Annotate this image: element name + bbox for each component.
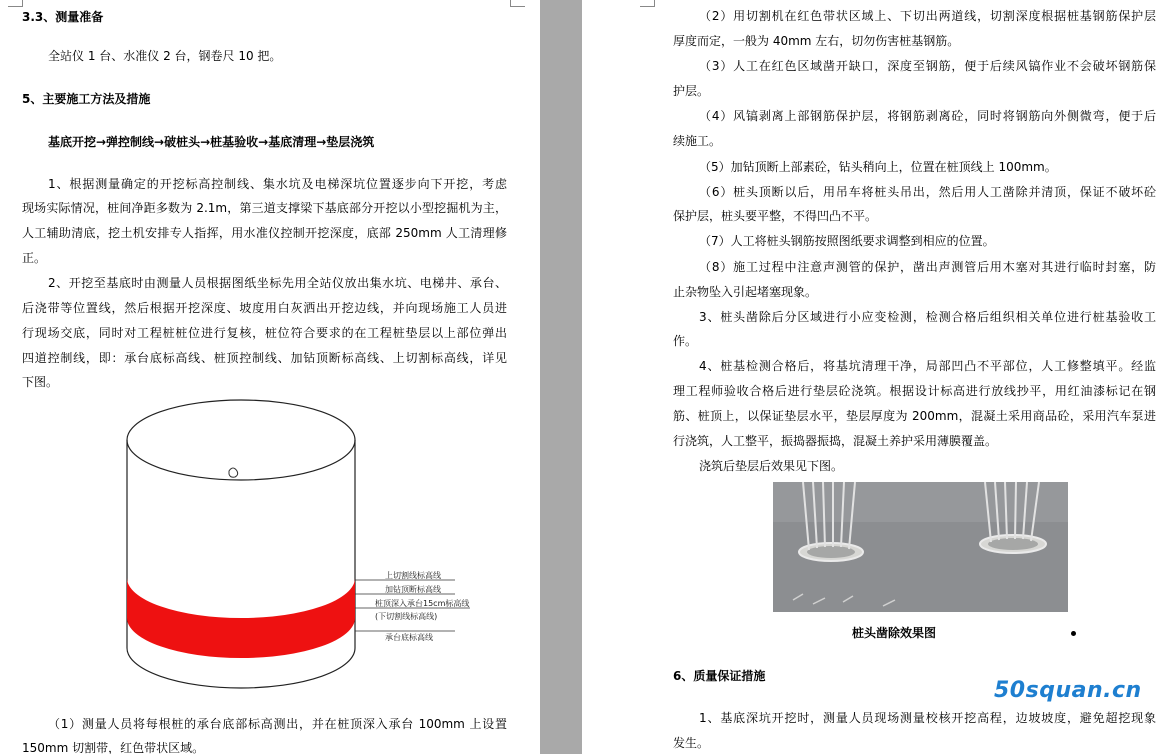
red-cutting-band	[127, 578, 355, 658]
para-3-line: 150mm 切割带，红色带状区域。	[22, 741, 205, 754]
para-1-line: 人工辅助清底，挖土机安排专人指挥，用水准仪控制开挖深度，底部 250mm 人工清理修	[22, 226, 507, 240]
body-text-line: （2）用切割机在红色带状区域上、下切出两道线，切割深度根据桩基钢筋保护层	[699, 9, 1156, 23]
body-text-line: 行浇筑，人工整平，振捣器振捣，混凝土养护采用薄膜覆盖。	[673, 434, 998, 448]
para-2-line: 下图。	[22, 375, 59, 389]
diagram-label: 承台底标高线	[385, 633, 433, 642]
equipment-line: 全站仪 1 台、水准仪 2 台，钢卷尺 10 把。	[48, 49, 282, 63]
para-2-line: 后浇带等位置线，然后根据开挖深度、坡度用白灰洒出开挖边线，并向现场施工人员进	[22, 301, 507, 315]
para-1-line: 现场实际情况，桩间净距多数为 2.1m，第三道支撑梁下基底部分开挖以小型挖掘机为主，	[22, 201, 507, 215]
body-text-line: 厚度而定，一般为 40mm 左右，切勿伤害桩基钢筋。	[673, 34, 960, 48]
document-page-right	[582, 0, 1168, 754]
hand-cursor-icon	[229, 468, 238, 477]
body-text-line: 作。	[673, 334, 698, 348]
photo-caption: 桩头凿除效果图	[852, 626, 937, 640]
para-3-line: （1）测量人员将每根桩的承台底部标高测出，并在桩顶深入承台 100mm 上设置	[48, 717, 507, 731]
body-text-line: （7）人工将桩头钢筋按照图纸要求调整到相应的位置。	[699, 234, 995, 248]
process-flow: 基底开挖→弹控制线→破桩头→桩基验收→基底清理→垫层浇筑	[48, 135, 375, 149]
heading-6: 6、质量保证措施	[673, 669, 766, 683]
body-text-line: 理工程师验收合格后进行垫层砼浇筑。根据设计标高进行放线抄平，用红油漆标记在钢	[673, 384, 1156, 398]
quality-para-line: 发生。	[673, 736, 710, 750]
body-text-line: 止杂物坠入引起堵塞现象。	[673, 285, 818, 299]
body-text-line: 护层。	[673, 84, 710, 98]
page-gap	[540, 0, 582, 754]
para-1-line: 1、根据测量确定的开挖标高控制线、集水坑及电梯深坑位置逐步向下开挖，考虑	[48, 177, 507, 191]
para-2-line: 四道控制线，即：承台底标高线、桩顶控制线、加钻顶断标高线、上切割标高线，详见	[22, 351, 507, 365]
body-text-line: 筋、桩顶上，以保证垫层水平，垫层厚度为 200mm，混凝土采用商品砼，采用汽车泵进	[673, 409, 1156, 423]
body-text-line: （8）施工过程中注意声测管的保护，凿出声测管后用木塞对其进行临时封塞，防	[699, 260, 1156, 274]
crop-mark	[640, 0, 655, 7]
body-text-line: 保护层，桩头要平整，不得凹凸不平。	[673, 209, 878, 223]
body-text-line: 3、桩头凿除后分区域进行小应变检测，检测合格后组织相关单位进行桩基验收工	[699, 310, 1156, 324]
body-text-line: 浇筑后垫层后效果见下图。	[699, 459, 844, 473]
pile-cutting-diagram	[115, 395, 495, 697]
watermark: 50squan.cn	[994, 678, 1142, 703]
body-text-line: （4）风镐剥离上部钢筋保护层，将钢筋剥离砼，同时将钢筋向外侧微弯，便于后	[699, 109, 1156, 123]
diagram-label: 加钻顶断标高线	[385, 585, 441, 594]
body-text-line: （3）人工在红色区域凿开缺口，深度至钢筋，便于后续风镐作业不会破坏钢筋保	[699, 59, 1156, 73]
body-text-line: 续施工。	[673, 134, 722, 148]
para-2-line: 行现场交底，同时对工程桩桩位进行复核，桩位符合要求的在工程桩垫层以上部位弹出	[22, 326, 507, 340]
diagram-label: 桩顶深入承台15cm标高线	[375, 599, 470, 608]
pile-top-ellipse	[127, 400, 355, 480]
document-page-left	[0, 0, 540, 754]
para-1-line: 正。	[22, 251, 47, 265]
bullet-mark	[1071, 631, 1076, 636]
body-text-line: （5）加钻顶断上部素砼，钻头稍向上，位置在桩顶线上 100mm。	[699, 160, 1057, 174]
diagram-label: (下切割线标高线)	[375, 612, 438, 621]
body-text-line: （6）桩头顶断以后，用吊车将桩头吊出，然后用人工凿除并清顶，保证不破坏砼	[699, 185, 1156, 199]
quality-para-line: 1、基底深坑开挖时，测量人员现场测量校核开挖高程，边坡坡度，避免超挖现象	[699, 711, 1156, 725]
heading-5: 5、主要施工方法及措施	[22, 92, 151, 106]
heading-3-3: 3.3、测量准备	[22, 10, 104, 24]
body-text-line: 4、桩基检测合格后，将基坑清理干净，局部凹凸不平部位，人工修整填平。经监	[699, 359, 1156, 373]
crop-mark	[8, 0, 23, 7]
diagram-label: 上切割线标高线	[385, 571, 441, 580]
crop-mark	[510, 0, 525, 7]
para-2-line: 2、开挖至基底时由测量人员根据图纸坐标先用全站仪放出集水坑、电梯井、承台、	[48, 276, 507, 290]
pile-head-photo	[773, 482, 1068, 612]
